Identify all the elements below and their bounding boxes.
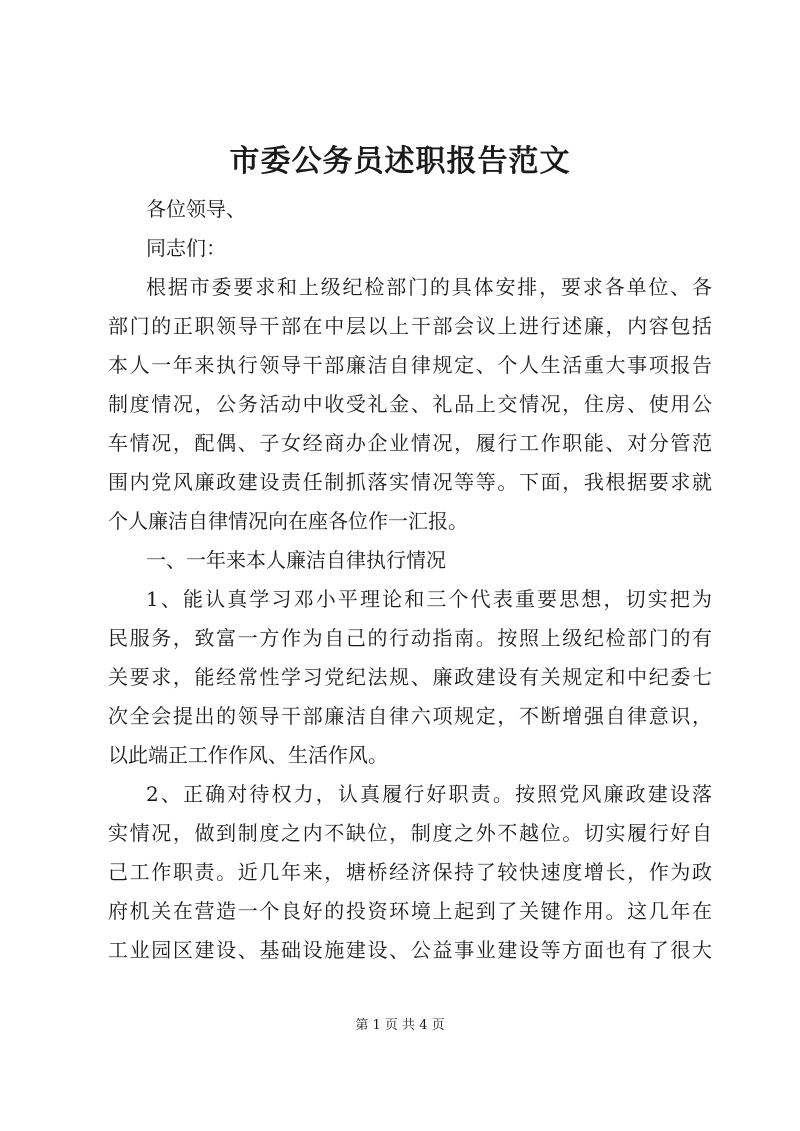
body-line: 民服务，致富一方作为自己的行动指南。按照上级纪检部门的有 <box>108 626 712 650</box>
section-heading: 一、一年来本人廉洁自律执行情况 <box>146 548 446 572</box>
body-line: 工业园区建设、基础设施建设、公益事业建设等方面也有了很大 <box>108 938 712 962</box>
body-line: 围内党风廉政建设责任制抓落实情况等等。下面，我根据要求就 <box>108 470 712 494</box>
body-line: 次全会提出的领导干部廉洁自律六项规定，不断增强自律意识， <box>108 704 712 728</box>
body-line: 2、正确对待权力，认真履行好职责。按照党风廉政建设落 <box>146 782 712 806</box>
body-line: 个人廉洁自律情况向在座各位作一汇报。 <box>108 509 468 533</box>
body-line: 实情况，做到制度之内不缺位，制度之外不越位。切实履行好自 <box>108 821 712 845</box>
body-line: 本人一年来执行领导干部廉洁自律规定、个人生活重大事项报告 <box>108 353 712 377</box>
page-number-footer: 第 1 页 共 4 页 <box>355 1018 445 1033</box>
body-line: 以此端正工作作风、生活作风。 <box>108 743 388 767</box>
document-body <box>108 190 712 970</box>
body-line: 根据市委要求和上级纪检部门的具体安排，要求各单位、各 <box>146 275 712 299</box>
body-line: 各位领导、 <box>146 197 246 221</box>
body-line: 1、能认真学习邓小平理论和三个代表重要思想，切实把为 <box>146 587 712 611</box>
document-title: 市委公务员述职报告范文 <box>229 144 571 179</box>
body-line: 关要求，能经常性学习党纪法规、廉政建设有关规定和中纪委七 <box>108 665 712 689</box>
body-line: 府机关在营造一个良好的投资环境上起到了关键作用。这几年在 <box>108 899 712 923</box>
body-line: 制度情况，公务活动中收受礼金、礼品上交情况，住房、使用公 <box>108 392 712 416</box>
body-line: 己工作职责。近几年来，塘桥经济保持了较快速度增长，作为政 <box>108 860 712 884</box>
body-line: 同志们： <box>146 236 226 260</box>
body-line: 部门的正职领导干部在中层以上干部会议上进行述廉，内容包括 <box>108 314 712 338</box>
body-line: 车情况，配偶、子女经商办企业情况，履行工作职能、对分管范 <box>108 431 712 455</box>
